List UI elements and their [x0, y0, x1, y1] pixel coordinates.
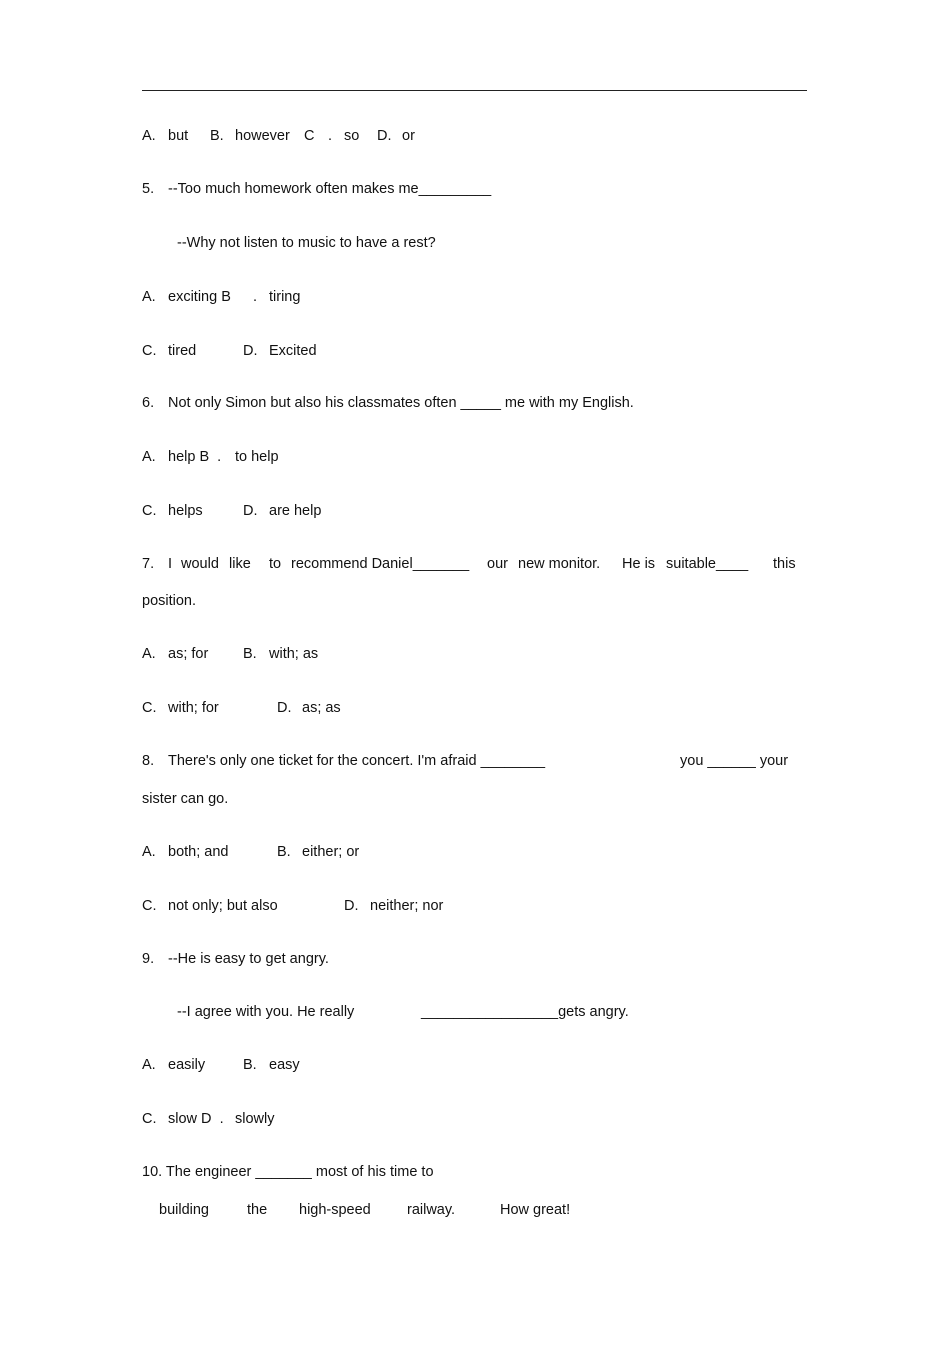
q6-option-b: to help: [235, 449, 279, 465]
q7-number: 7.: [142, 556, 155, 572]
q6-option-a: help B .: [168, 449, 222, 465]
q7-option-b-letter: B.: [243, 646, 257, 662]
q9-reply-right: _________________gets angry.: [421, 1004, 629, 1020]
q5-option-b: tiring: [269, 289, 301, 305]
q9-option-c: slow D .: [168, 1111, 224, 1127]
q6-stem: Not only Simon but also his classmates often _____ me with my English.: [168, 395, 634, 411]
q10-word: the: [247, 1202, 268, 1218]
q5-option-d-letter: D.: [243, 343, 258, 359]
q8-option-b-letter: B.: [277, 844, 291, 860]
q7-option-c: with; for: [168, 700, 219, 716]
q7-option-b: with; as: [269, 646, 319, 662]
q8-option-b: either; or: [302, 844, 360, 860]
q9-option-d: slowly: [235, 1111, 275, 1127]
q10-word: How great!: [500, 1202, 571, 1218]
q6-number: 6.: [142, 395, 155, 411]
q5-option-d: Excited: [269, 343, 317, 359]
q6-option-c: helps: [168, 503, 203, 519]
q8-option-a-letter: A.: [142, 844, 156, 860]
q4-option-b-letter: B.: [210, 128, 224, 144]
q9-option-a: easily: [168, 1057, 206, 1073]
q4-option-a: but: [168, 128, 189, 144]
q9-option-b-letter: B.: [243, 1057, 257, 1073]
q4-option-c-dot: .: [328, 128, 333, 144]
q8-option-d-letter: D.: [344, 898, 359, 914]
q7-option-d: as; as: [302, 700, 341, 716]
q6-option-d: are help: [269, 503, 322, 519]
q8-number: 8.: [142, 753, 155, 769]
q7-stem-continued: position.: [142, 593, 197, 609]
q7-word: would: [181, 556, 219, 572]
q6-option-c-letter: C.: [142, 503, 157, 519]
q9-option-a-letter: A.: [142, 1057, 156, 1073]
q8-stem-right: you ______ your: [680, 753, 789, 769]
q10-word: building: [159, 1202, 209, 1218]
q8-option-c: not only; but also: [168, 898, 278, 914]
q9-option-c-letter: C.: [142, 1111, 157, 1127]
q9-reply-left: --I agree with you. He really: [177, 1004, 355, 1020]
q5-reply: --Why not listen to music to have a rest?: [177, 235, 436, 251]
q5-option-b-dot: .: [253, 289, 258, 305]
q8-option-a: both; and: [168, 844, 229, 860]
q7-word: recommend Daniel_______: [291, 556, 470, 572]
q4-option-d: or: [402, 128, 415, 144]
q8-option-d: neither; nor: [370, 898, 444, 914]
q7-word: He is: [622, 556, 656, 572]
q7-word: new monitor.: [518, 556, 601, 572]
q10-stem: 10. The engineer _______ most of his time to: [142, 1164, 434, 1180]
q4-option-c-letter: C: [304, 128, 315, 144]
q7-word: suitable____: [666, 556, 749, 572]
q5-number: 5.: [142, 181, 155, 197]
q7-option-d-letter: D.: [277, 700, 292, 716]
q7-word: to: [269, 556, 282, 572]
q7-word: this: [773, 556, 796, 572]
q7-option-a: as; for: [168, 646, 209, 662]
q8-stem-left: There's only one ticket for the concert. I'm afraid ________: [168, 753, 546, 769]
q8-option-c-letter: C.: [142, 898, 157, 914]
q9-stem: --He is easy to get angry.: [168, 951, 329, 967]
q4-option-c: so: [344, 128, 360, 144]
q8-stem-continued: sister can go.: [142, 791, 229, 807]
q5-option-a-letter: A.: [142, 289, 156, 305]
q5-option-a: exciting B: [168, 289, 231, 305]
q10-word: railway.: [407, 1202, 456, 1218]
q7-word: our: [487, 556, 508, 572]
q6-option-d-letter: D.: [243, 503, 258, 519]
header-rule: [142, 90, 807, 91]
q7-option-c-letter: C.: [142, 700, 157, 716]
q5-option-c: tired: [168, 343, 197, 359]
q7-option-a-letter: A.: [142, 646, 156, 662]
q6-option-a-letter: A.: [142, 449, 156, 465]
q4-option-a-letter: A.: [142, 128, 156, 144]
q5-stem: --Too much homework often makes me_________: [168, 181, 492, 197]
q7-word: I: [168, 556, 173, 572]
q10-word: high-speed: [299, 1202, 371, 1218]
q4-option-d-letter: D.: [377, 128, 392, 144]
q7-word: like: [229, 556, 251, 572]
q9-option-b: easy: [269, 1057, 300, 1073]
q4-option-b: however: [235, 128, 290, 144]
q5-option-c-letter: C.: [142, 343, 157, 359]
q9-number: 9.: [142, 951, 155, 967]
